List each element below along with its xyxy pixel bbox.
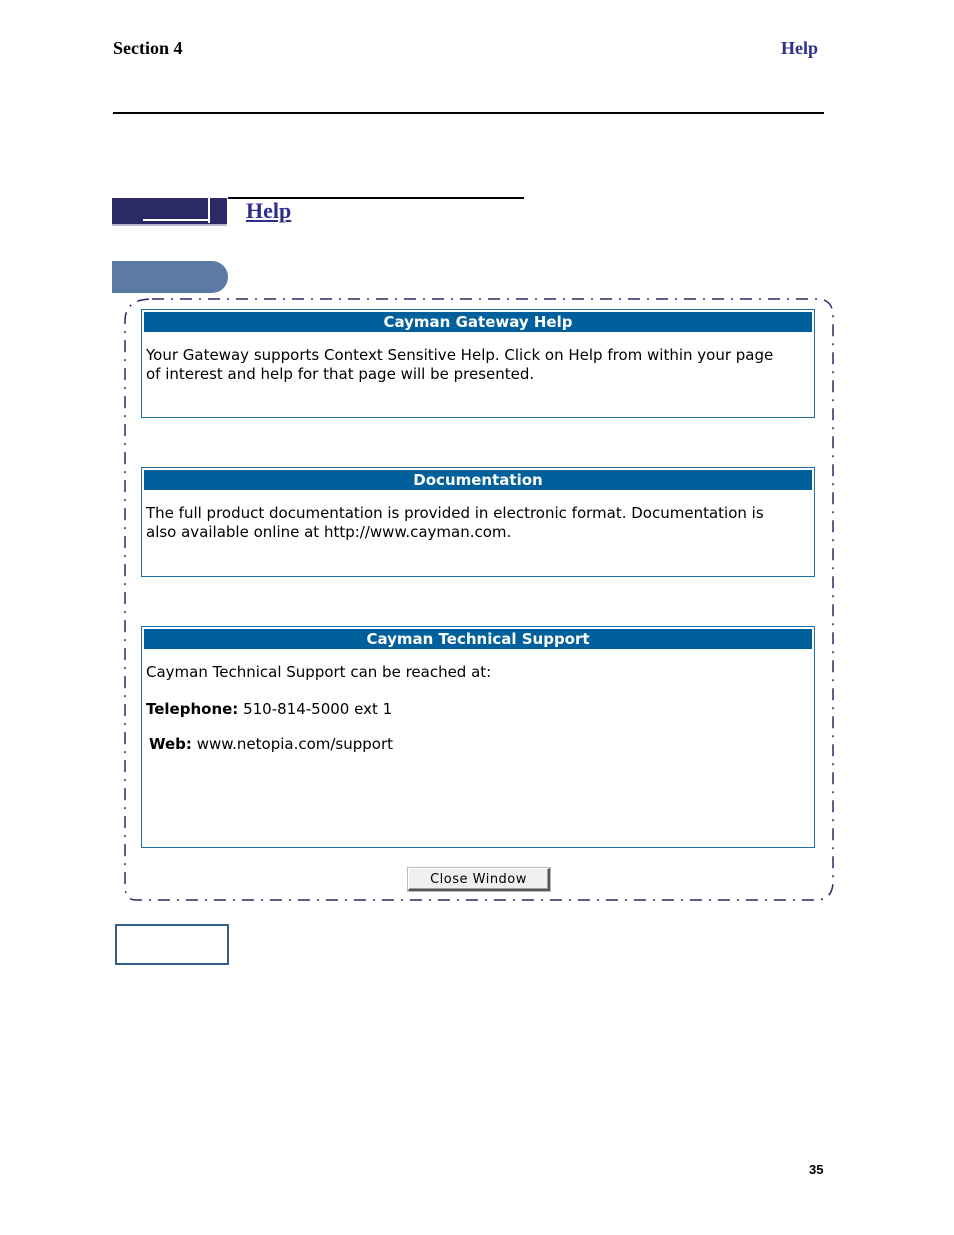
close-window-button[interactable]: Close Window: [408, 868, 550, 891]
panel-text-line: also available online at http://www.cayman.com.: [146, 523, 512, 541]
panel-title: Documentation: [144, 470, 812, 490]
panel-body: [142, 490, 814, 542]
header-title: Help: [781, 38, 819, 58]
web-value[interactable]: www.netopia.com/support: [196, 735, 394, 753]
section-label: Section 4: [113, 38, 183, 58]
telephone-value: 510-814-5000 ext 1: [243, 700, 393, 718]
panel-body: [142, 649, 814, 754]
panel-title: Cayman Technical Support: [144, 629, 812, 649]
panel-text-line: The full product documentation is provided in electronic format. Documentation is: [146, 504, 764, 522]
empty-caption-box: [115, 924, 229, 965]
panel-text-line: Your Gateway supports Context Sensitive Help. Click on Help from within your page: [146, 346, 774, 364]
telephone-label: Telephone:: [146, 700, 239, 718]
web-row: [146, 735, 810, 754]
web-label: Web:: [149, 735, 192, 753]
gateway-help-panel: [141, 309, 815, 418]
panel-title: Cayman Gateway Help: [144, 312, 812, 332]
page-number: 35: [809, 1162, 824, 1177]
panel-body: [142, 332, 814, 384]
support-intro: Cayman Technical Support can be reached at:: [146, 663, 492, 681]
telephone-row: [146, 700, 810, 719]
help-link[interactable]: Help: [246, 198, 292, 223]
technical-support-panel: [141, 626, 815, 848]
screenshot-pill-tab: [112, 261, 228, 293]
panel-text-line: of interest and help for that page will be presented.: [146, 365, 535, 383]
help-tab-line: [143, 219, 209, 221]
header-rule: [113, 112, 824, 114]
documentation-panel: [141, 467, 815, 577]
